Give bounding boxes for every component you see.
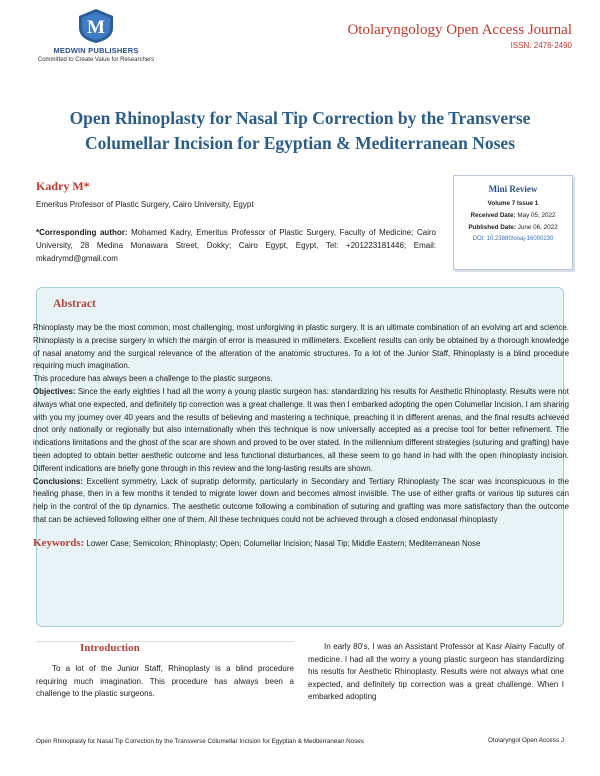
journal-info	[347, 22, 572, 50]
title-line-1: Open Rhinoplasty for Nasal Tip Correction by the Transverse	[69, 108, 531, 128]
abstract-heading: Abstract	[53, 298, 96, 310]
article-info-box	[453, 175, 573, 270]
received-date: Received Date: May 05, 2022	[470, 212, 556, 219]
journal-issn: ISSN: 2476-2490	[510, 41, 572, 50]
keywords	[33, 537, 569, 551]
author-affiliation: Emeritus Professor of Plastic Surgery, Cairo University, Egypt	[36, 200, 254, 209]
doi-link[interactable]: DOI: 10.23880/ooaj-16000230	[472, 236, 554, 242]
keywords-list: Lower Case; Semicolon; Rhinoplasty; Open; Columellar Incision; Nasal Tip; Middle Eastern; Mediterranean Nose	[84, 538, 481, 548]
intro-right-paragraph: In early 80's, I was an Assistant Professor at Kasr Alainy Faculty of medicine. I had all the worry a young plastic surgeon has standardizing his results for Aesthetic Rhinoplasty. Results were not always what one expected, and definitely tip correction was a great challenge. When I embarked adopting	[308, 642, 564, 701]
introduction-section-header	[36, 641, 294, 659]
abstract-conclusions: Conclusions: Excellent symmetry, Lack of supratip deformity, particularly in Secondary and Tertiary Rhinoplasty The scar was inconspicuous in the healing phase, then in a few months it tended to migrate lower down and becomes almost invisible. The use of either grafts or various tip sutures can help in the control of the tip dynamics. The aesthetic outcome following a combination of suturing and grafting was more satisfactory than the outcome that can be achieved following either one of them. All these techniques could not be achieved through a closed endonasal rhinoplasty	[33, 476, 569, 524]
corresponding-text: Mohamed Kadry, Emeritus Professor of Plastic Surgery, Faculty of Medicine; Cairo University, 28 Medina Monawara Street, Dokky; Cairo Egypt, Egypt, Tel: +201223181446; Email: mkadrymd@gmail.com	[36, 228, 436, 263]
published-date: Published Date: June 06, 2022	[468, 224, 558, 231]
medwin-shield-icon	[76, 8, 116, 44]
logo-letter: M	[87, 17, 105, 38]
abstract-paragraph-1: Rhinoplasty may be the most common, most challenging, most unforgiving in plastic surgery. It is an ultimate combination of an evolving art and science. Rhinoplasty is a precise surgery in which the margin of error is measured in millimeters. Excellent results can only be obtained by a thorough knowledge of nasal anatomy and the surgical relevance of the alteration of the anatomic structures. To a lot of the Junior Staff, Rhinoplasty is a blind procedure requiring much imagination.	[33, 323, 569, 371]
article-type: Mini Review	[488, 184, 538, 194]
volume-issue: Volume 7 Issue 1	[487, 200, 539, 207]
article-title	[30, 106, 570, 156]
publisher-tagline: Committed to Create Value for Researchers	[37, 57, 155, 63]
journal-name: Otolaryngology Open Access Journal	[347, 22, 572, 38]
intro-left-paragraph: To a lot of the Junior Staff, Rhinoplasty is a blind procedure requiring much imagination. This procedure has always been a challenge to the plastic surgeons.	[36, 664, 294, 698]
abstract-paragraph-2: This procedure has always been a challenge to the plastic surgeons.	[33, 374, 273, 384]
corresponding-author	[36, 226, 436, 265]
footer-journal-abbrev: Otolaryngol Open Access J	[488, 737, 564, 744]
author-name: Kadry M*	[36, 179, 90, 193]
page-header	[0, 0, 600, 80]
abstract-objectives: Objectives: Since the early eighties I had all the worry a young plastic surgeon has: standardizing his results for Aesthetic Rhinoplasty. Results were not always what one expected, and definitely tip correction was a great challenge. It was then I embarked adopting the open Columellar Incision. I am sharing with you my journey over 40 years and the results of believing and mastering a technique, preaching it in different arenas, and the final results achieved dnot only nationally or regionally but also internationally when this technique is now universally accepted as a precise tool for better refinement. The indications limitations and the ghost of the scar are shown and proved to be over stated. In the millennium different strategies (suturing and grafting) have been adopted to obtain better aesthetic outcome and less functional disturbances, all these seem to go hand in had with the open rhinoplasty incision. Different indications are briefly gone through in this review and the long-lasting results are shown.	[33, 386, 569, 473]
keywords-label: Keywords:	[33, 536, 85, 549]
corresponding-label: *Corresponding author:	[36, 228, 128, 237]
introduction-left-column	[36, 663, 294, 701]
introduction-heading: Introduction	[80, 642, 140, 654]
abstract-body	[33, 322, 569, 551]
publisher-name: MEDWIN PUBLISHERS	[53, 46, 139, 55]
publisher-logo	[26, 8, 166, 68]
abstract-box	[33, 287, 569, 627]
introduction-right-column	[308, 641, 564, 704]
footer-article-title: Open Rhinoplasty for Nasal Tip Correction by the Transverse Columellar Incision for Egyptian & Mediterranean Noses	[36, 738, 364, 745]
title-line-2: Columellar Incision for Egyptian & Mediterranean Noses	[84, 133, 516, 153]
